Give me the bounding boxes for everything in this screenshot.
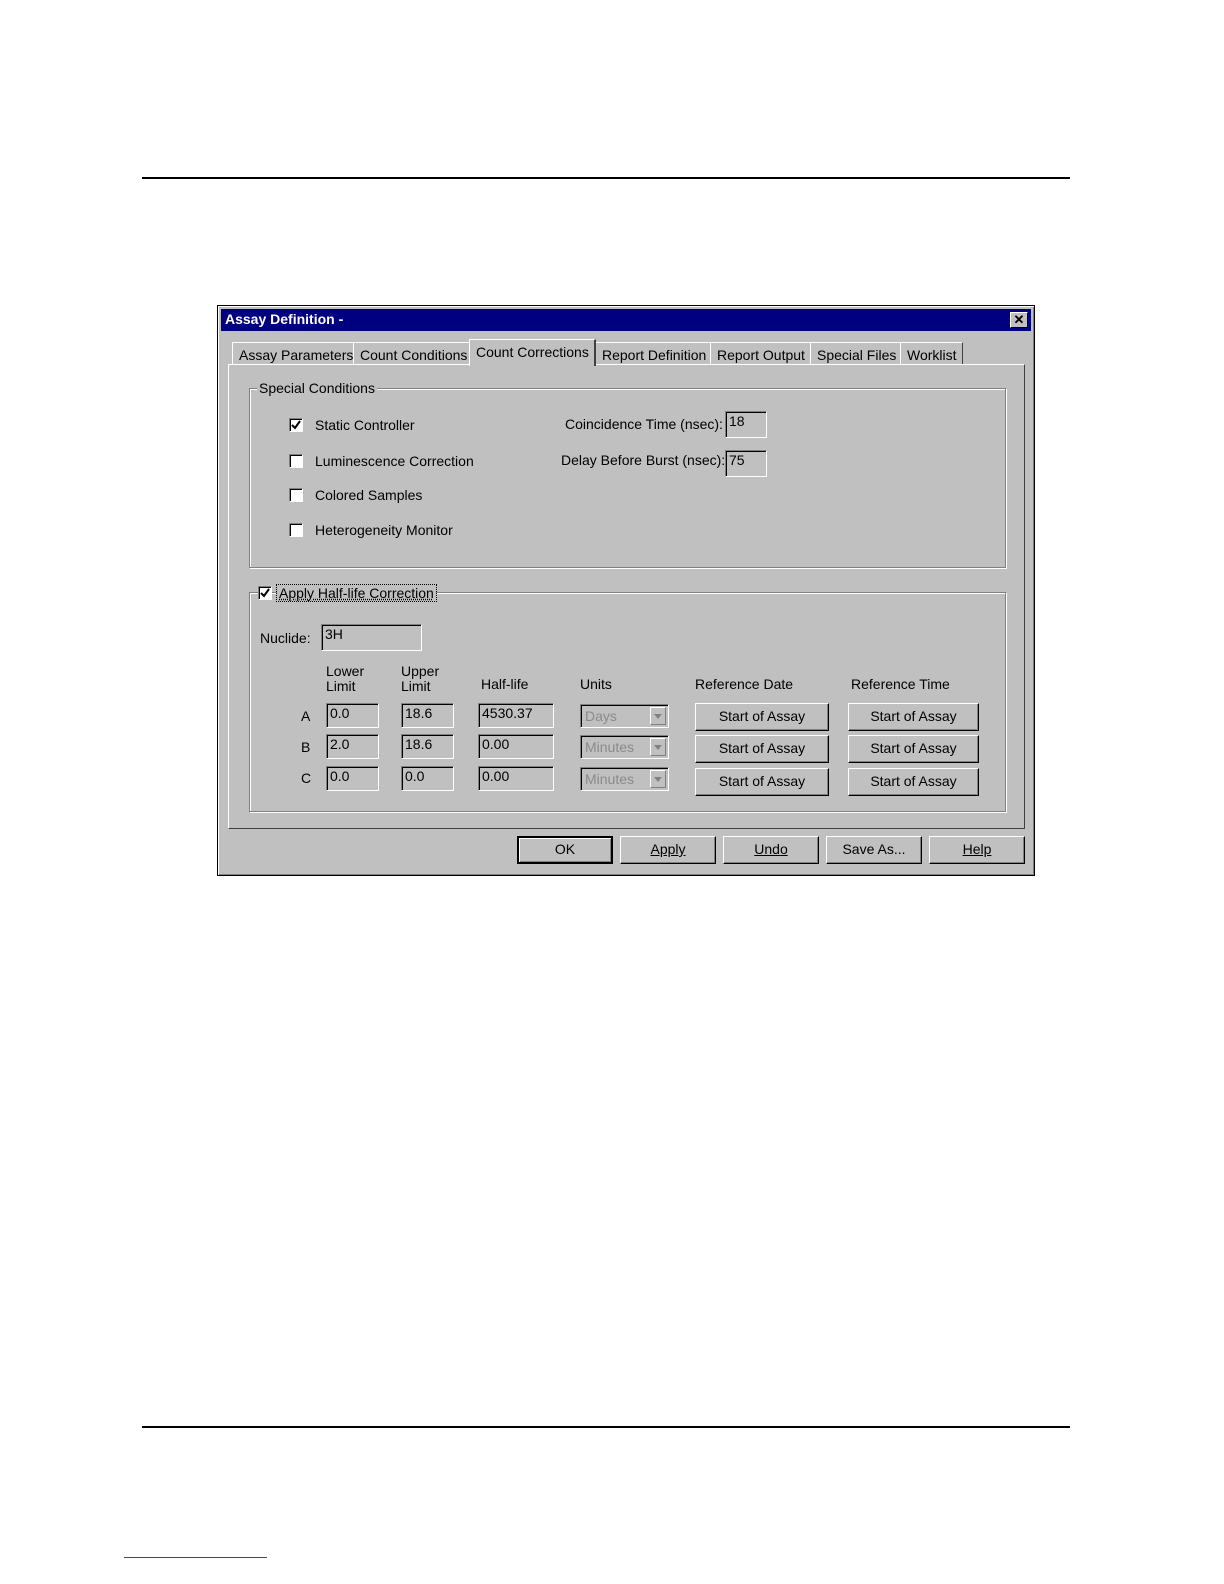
row-c-units-value: Minutes <box>585 771 635 787</box>
row-a-lower-limit-input[interactable]: 0.0 <box>326 703 379 728</box>
chevron-down-icon[interactable] <box>650 770 666 788</box>
row-a-letter: A <box>301 708 311 724</box>
tab-worklist[interactable]: Worklist <box>900 342 963 364</box>
nuclide-input[interactable]: 3H <box>321 624 422 651</box>
row-a-upper-limit-input[interactable]: 18.6 <box>401 703 454 728</box>
static-controller-checkbox[interactable] <box>289 418 303 432</box>
luminescence-correction-label: Luminescence Correction <box>315 453 474 469</box>
chevron-down-icon[interactable] <box>650 707 666 725</box>
colored-samples-label: Colored Samples <box>315 487 423 503</box>
special-conditions-label: Special Conditions <box>259 380 375 396</box>
row-b-units-value: Minutes <box>585 739 635 755</box>
nuclide-label: Nuclide: <box>260 630 311 646</box>
row-c-units-select[interactable] <box>580 767 669 791</box>
save-as-button[interactable]: Save As... <box>826 836 922 864</box>
count-corrections-panel <box>228 364 1025 829</box>
row-a-units-value: Days <box>585 708 617 724</box>
checkmark-icon <box>260 588 270 598</box>
colored-samples-checkbox[interactable] <box>289 488 303 502</box>
coincidence-time-input[interactable]: 18 <box>725 411 767 438</box>
row-c-half-life-input[interactable]: 0.00 <box>478 766 554 791</box>
help-button[interactable]: Help <box>929 836 1025 864</box>
half-life-header: Half-life <box>481 676 529 692</box>
row-b-lower-limit-input[interactable]: 2.0 <box>326 734 379 759</box>
tab-special-files[interactable]: Special Files <box>810 342 902 364</box>
footer-link-underline <box>124 1557 267 1558</box>
heterogeneity-monitor-checkbox[interactable] <box>289 523 303 537</box>
special-conditions-group <box>249 388 1006 568</box>
close-icon[interactable]: ✕ <box>1010 312 1028 328</box>
tab-report-definition[interactable]: Report Definition <box>595 342 712 364</box>
row-a-half-life-input[interactable]: 4530.37 <box>478 703 554 728</box>
coincidence-time-label: Coincidence Time (nsec): <box>565 416 723 432</box>
undo-button[interactable]: Undo <box>723 836 819 864</box>
lower-limit-header-line2: Limit <box>326 678 356 694</box>
dialog-title: Assay Definition - <box>225 311 344 327</box>
tab-report-output[interactable]: Report Output <box>710 342 811 364</box>
luminescence-correction-checkbox[interactable] <box>289 454 303 468</box>
row-b-units-select[interactable] <box>580 735 669 759</box>
heterogeneity-monitor-label: Heterogeneity Monitor <box>315 522 453 538</box>
row-c-reference-date-button[interactable]: Start of Assay <box>695 768 829 796</box>
apply-half-life-checkbox[interactable] <box>258 586 272 600</box>
assay-definition-dialog <box>217 305 1035 876</box>
tab-count-conditions[interactable]: Count Conditions <box>353 342 473 364</box>
delay-before-burst-label: Delay Before Burst (nsec): <box>561 452 726 468</box>
ok-button[interactable]: OK <box>517 836 613 864</box>
row-b-half-life-input[interactable]: 0.00 <box>478 734 554 759</box>
row-c-upper-limit-input[interactable]: 0.0 <box>401 766 454 791</box>
row-a-reference-time-button[interactable]: Start of Assay <box>848 703 979 731</box>
row-c-letter: C <box>301 770 312 786</box>
row-b-reference-time-button[interactable]: Start of Assay <box>848 735 979 763</box>
apply-half-life-label: Apply Half-life Correction <box>279 585 434 601</box>
reference-date-header: Reference Date <box>695 676 794 692</box>
tab-assay-parameters[interactable]: Assay Parameters <box>232 342 359 364</box>
upper-limit-header-line2: Limit <box>401 678 431 694</box>
units-header: Units <box>580 676 612 692</box>
row-a-units-select[interactable] <box>580 704 669 728</box>
row-b-letter: B <box>301 739 311 755</box>
row-b-upper-limit-input[interactable]: 18.6 <box>401 734 454 759</box>
upper-limit-header-line1: Upper <box>401 663 440 679</box>
row-c-lower-limit-input[interactable]: 0.0 <box>326 766 379 791</box>
apply-button[interactable]: Apply <box>620 836 716 864</box>
reference-time-header: Reference Time <box>851 676 950 692</box>
row-b-reference-date-button[interactable]: Start of Assay <box>695 735 829 763</box>
row-a-reference-date-button[interactable]: Start of Assay <box>695 703 829 731</box>
page-top-rule <box>142 177 1070 179</box>
row-c-reference-time-button[interactable]: Start of Assay <box>848 768 979 796</box>
tab-count-corrections[interactable]: Count Corrections <box>469 339 596 366</box>
dialog-title-bar <box>221 309 1031 331</box>
chevron-down-icon[interactable] <box>650 738 666 756</box>
checkmark-icon <box>291 420 301 430</box>
page-bottom-rule <box>142 1426 1070 1428</box>
delay-before-burst-input[interactable]: 75 <box>725 450 767 477</box>
lower-limit-header-line1: Lower <box>326 663 365 679</box>
static-controller-label: Static Controller <box>315 417 415 433</box>
